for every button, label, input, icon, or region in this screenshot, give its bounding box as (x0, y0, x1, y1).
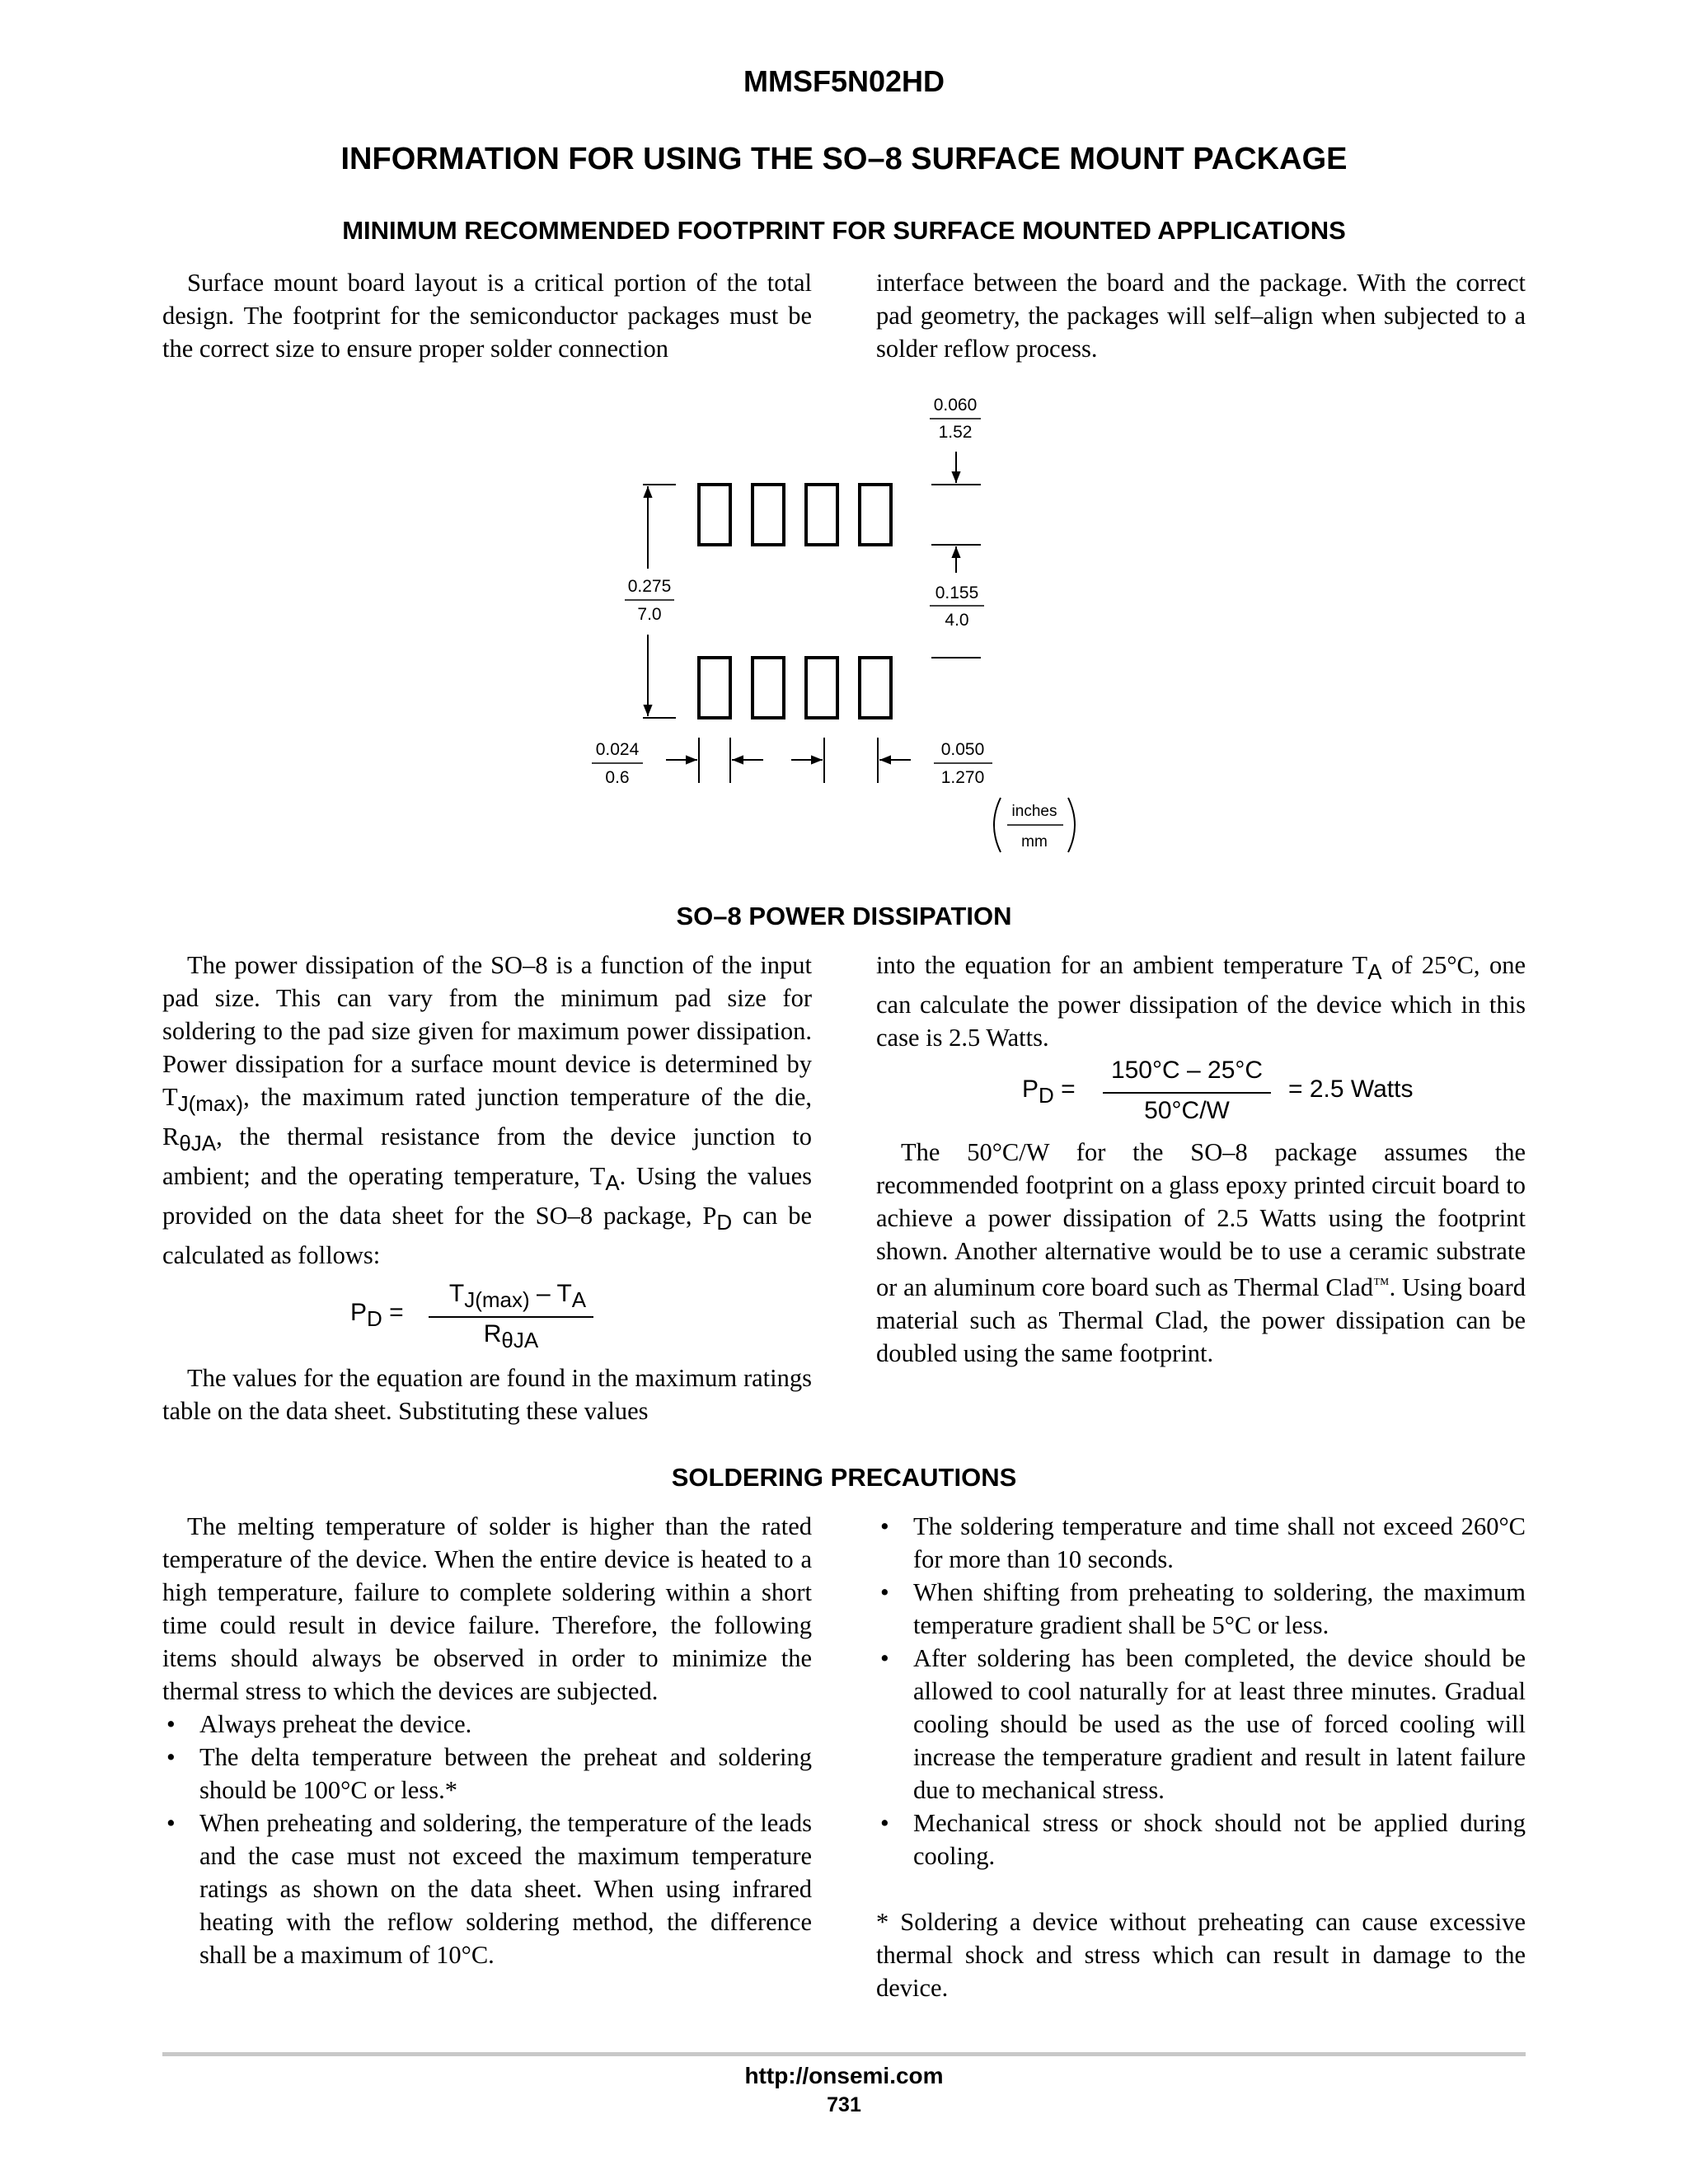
pad-top-1 (699, 485, 730, 545)
dim-overall-inch: 0.275 (627, 577, 672, 596)
pad-top-4 (860, 485, 891, 545)
page-title: INFORMATION FOR USING THE SO–8 SURFACE MOUNT PACKAGE (340, 142, 1348, 176)
pad-bottom-4 (860, 658, 891, 718)
footprint-heading: MINIMUM RECOMMENDED FOOTPRINT FOR SURFACE MOUNTED APPLICATIONS (342, 216, 1346, 245)
pad-top-2 (753, 485, 784, 545)
eq2-result: = 2.5 Watts (1288, 1076, 1414, 1103)
footer-divider (162, 2052, 1526, 2056)
list-item: • Always preheat the device. (162, 1708, 812, 1741)
power-heading: SO–8 POWER DISSIPATION (676, 902, 1012, 930)
soldering-text-left (162, 1510, 812, 1971)
power-text-left (162, 949, 812, 1272)
footer-url: http://onsemi.com (744, 2063, 944, 2088)
eq2-numerator: 150°C – 25°C (1110, 1057, 1264, 1084)
eq1-denominator: RθJA (483, 1320, 539, 1352)
footprint-diagram (0, 0, 1688, 874)
power-text-left-2 (162, 1361, 812, 1427)
eq2-lhs: PD = (1022, 1076, 1076, 1108)
pad-bottom-3 (806, 658, 837, 718)
eq1-lhs: PD = (350, 1299, 404, 1331)
soldering-text-right (876, 1510, 1526, 2004)
eq1-numerator: TJ(max) – TA (448, 1280, 587, 1312)
eq1-fraction-line (429, 1316, 593, 1318)
units-legend-bottom: mm (1021, 833, 1048, 851)
soldering-heading: SOLDERING PRECAUTIONS (671, 1463, 1017, 1492)
pad-bottom-1 (699, 658, 730, 718)
power-paragraph-1: The power dissipation of the SO–8 is a function of the input pad size. This can vary from the minimum pad size for soldering to the pad size given for maximum power dissipation. Power dissipation for a surface mount device is determined by TJ(max), the maximum rated junction temperature of the die, RθJA, the thermal resistance from the device junction to ambient; and the operating temperature, TA. Using the values provided on the data sheet for the SO–8 package, PD can be calculated as follows: (162, 951, 812, 1269)
dim-gap-inch: 0.155 (935, 583, 979, 602)
part-number: MMSF5N02HD (743, 64, 945, 98)
list-item: • After soldering has been completed, the device should be allowed to cool naturally for at least three minutes. Gradual cooling should be used as the use of forced cooling will increase the temperature gradient and result in latent failure due to mechanical stress. (876, 1642, 1526, 1807)
power-text-right (876, 949, 1526, 1054)
eq2-fraction-line (1103, 1092, 1271, 1094)
list-item: • The delta temperature between the preheat and soldering should be 100°C or less.* (162, 1741, 812, 1807)
footprint-text-right: interface between the board and the package. With the correct pad geometry, the packages will self–align when subjected to a solder reflow process. (876, 269, 1526, 363)
list-item: • Mechanical stress or shock should not be applied during cooling. (876, 1807, 1526, 1872)
dim-pad-width-inch: 0.024 (595, 740, 640, 759)
eq2-denominator: 50°C/W (1144, 1097, 1230, 1124)
list-item: • When preheating and soldering, the temperature of the leads and the case must not exceed the maximum temperature ratings as shown on the data sheet. When using infrared heating with the reflow soldering method, the difference shall be a maximum of 10°C. (162, 1807, 812, 1971)
list-item: • The soldering temperature and time shall not exceed 260°C for more than 10 seconds. (876, 1510, 1526, 1576)
pad-top-3 (806, 485, 837, 545)
list-item: • When shifting from preheating to soldering, the maximum temperature gradient shall be 5°C or less. (876, 1576, 1526, 1642)
power-paragraph-3: into the equation for an ambient temperature TA of 25°C, one can calculate the power dissipation of the device which in this case is 2.5 Watts. (876, 951, 1526, 1052)
power-paragraph-4: The 50°C/W for the SO–8 package assumes the recommended footprint on a glass epoxy printed circuit board to achieve a power dissipation of 2.5 Watts using the footprint shown. Another alternative would be to use a ceramic substrate or an aluminum core board such as Thermal Clad™. Using board material such as Thermal Clad, the power dissipation can be doubled using the same footprint. (876, 1138, 1526, 1367)
soldering-footnote: * Soldering a device without preheating can cause excessive thermal shock and stress which can result in damage to the device. (876, 1908, 1526, 2002)
dim-pad-length-mm: 1.52 (938, 423, 973, 442)
dim-pitch-mm: 1.270 (940, 768, 985, 787)
page-number: 731 (827, 2093, 861, 2116)
soldering-intro: The melting temperature of solder is higher than the rated temperature of the device. When the entire device is heated to a high temperature, failure to complete soldering within a short time could result in device failure. Therefore, the following items should always be observed in order to minimize the thermal stress to which the devices are subjected. (162, 1512, 812, 1705)
pad-bottom-2 (753, 658, 784, 718)
soldering-bullets-right (876, 1510, 1526, 1872)
power-text-right-2 (876, 1136, 1526, 1370)
dim-overall-mm: 7.0 (637, 605, 662, 624)
dim-gap-mm: 4.0 (945, 611, 969, 630)
dim-pitch-inch: 0.050 (940, 740, 985, 759)
units-legend-top: inches (1011, 803, 1057, 820)
soldering-bullets-left (162, 1708, 812, 1971)
footprint-text-left: Surface mount board layout is a critical portion of the total design. The footprint for the semiconductor packages must be the correct size to ensure proper solder connection (162, 269, 812, 363)
power-paragraph-2: The values for the equation are found in the maximum ratings table on the data sheet. Substituting these values (162, 1364, 812, 1425)
dim-pad-length-inch: 0.060 (933, 396, 978, 415)
dim-pad-width-mm: 0.6 (605, 768, 630, 787)
